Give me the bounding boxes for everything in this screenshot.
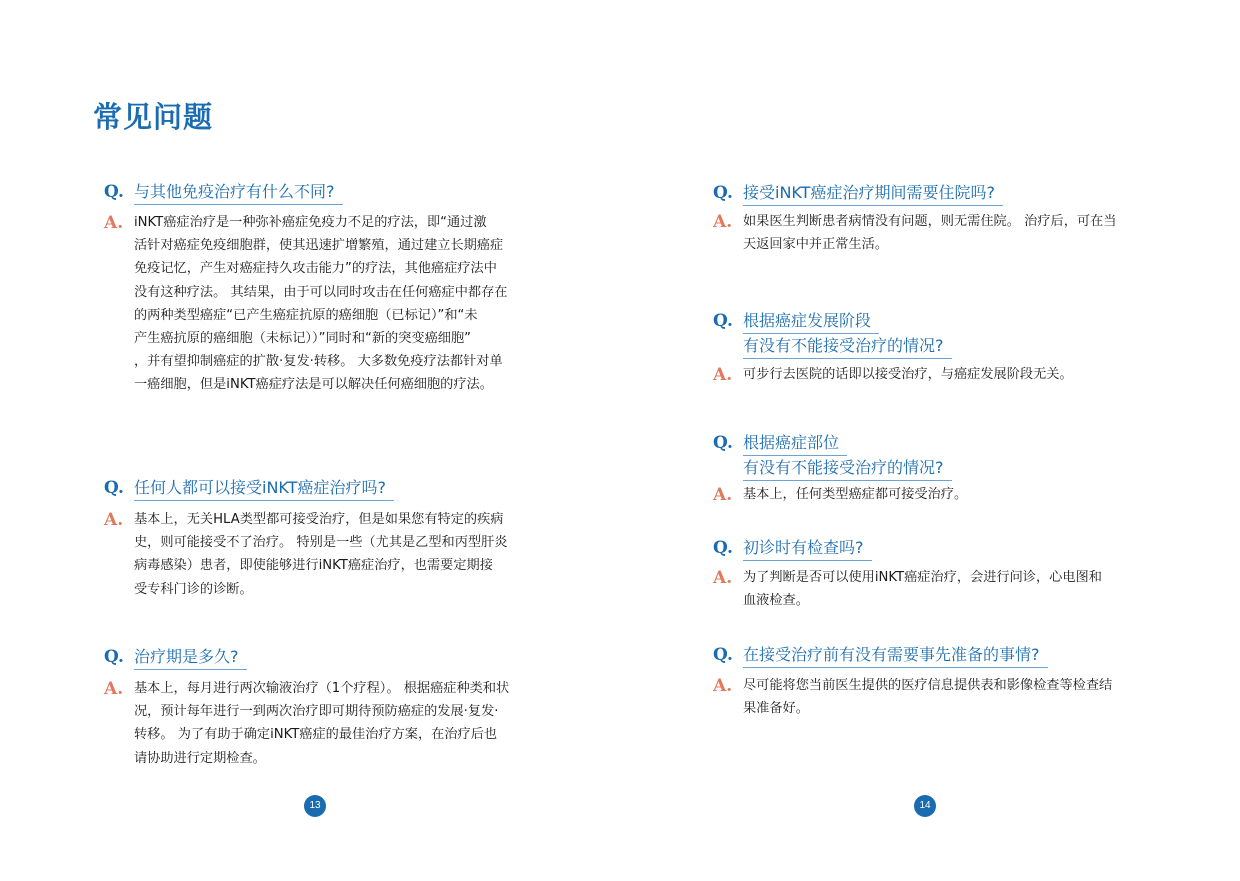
- faq-item-preparation: [713, 643, 1173, 720]
- question-line: 有没有不能接受治疗的情况?: [743, 458, 944, 477]
- question-text: [134, 645, 247, 670]
- answer-line: 为了判断是否可以使用iNKT癌症治疗，会进行问诊，心电图和: [743, 570, 1102, 585]
- question-line: 根据癌症部位: [743, 431, 847, 456]
- answer-line: 一癌细胞，但是iNKT癌症疗法是可以解决任何癌细胞的疗法。: [134, 377, 493, 393]
- answer-line: iNKT癌症治疗是一种弥补癌症免疫力不足的疗法，即“通过激: [134, 215, 487, 230]
- question: [104, 476, 554, 501]
- question-text: [743, 456, 952, 481]
- answer-text: [743, 483, 1173, 506]
- faq-item-cancer-site: [713, 431, 1173, 506]
- answer-line: 如果医生判断患者病情没有问题，则无需住院。 治疗后，可在当: [743, 214, 1117, 229]
- answer-text: [134, 677, 554, 770]
- faq-item-treatment-duration: [104, 645, 554, 770]
- question-text: [743, 181, 1003, 206]
- answer-mark: A.: [713, 365, 733, 385]
- answer-line: ，并有望抑制癌症的扩散·复发·转移。 大多数免疫疗法都针对单: [134, 354, 503, 370]
- answer: [713, 210, 1173, 256]
- answer-mark: A.: [713, 485, 733, 505]
- answer-line: 天返回家中并正常生活。: [743, 237, 889, 253]
- answer: [104, 211, 554, 397]
- question-line: 接受iNKT癌症治疗期间需要住院吗?: [743, 183, 995, 202]
- question: [713, 181, 1173, 206]
- question-line: 初诊时有检查吗?: [743, 538, 864, 557]
- answer-line: 况，预计每年进行一到两次治疗即可期待预防癌症的发展·复发·: [134, 704, 499, 720]
- question-mark: Q.: [713, 433, 733, 453]
- question: [104, 180, 554, 205]
- question-mark: Q.: [713, 183, 733, 203]
- answer: [713, 566, 1173, 612]
- question: [104, 645, 554, 670]
- answer-mark: A.: [713, 676, 733, 696]
- answer-line: 尽可能将您当前医生提供的医疗信息提供表和影像检查等检查结: [743, 678, 1113, 693]
- question: [713, 431, 1173, 481]
- answer: [713, 363, 1173, 386]
- answer-line: 基本上，任何类型癌症都可接受治疗。: [743, 487, 968, 502]
- question-mark: Q.: [104, 647, 124, 667]
- question-text: [743, 643, 1048, 668]
- answer-text: [134, 508, 554, 601]
- question-line: 有没有不能接受治疗的情况?: [743, 336, 944, 355]
- page-number-left: 13: [304, 795, 326, 817]
- question-text: [134, 180, 343, 205]
- answer-line: 没有这种疗法。 其结果，由于可以同时攻击在任何癌症中都存在: [134, 284, 508, 300]
- answer-line: 转移。 为了有助于确定iNKT癌症的最佳治疗方案，在治疗后也: [134, 727, 498, 743]
- answer-line: 受专科门诊的诊断。: [134, 581, 253, 597]
- question-mark: Q.: [104, 182, 124, 202]
- answer-line: 可步行去医院的话即以接受治疗，与癌症发展阶段无关。: [743, 367, 1073, 382]
- answer-mark: A.: [713, 212, 733, 232]
- answer-line: 的两种类型癌症“已产生癌症抗原的癌细胞（已标记）”和“未: [134, 307, 478, 323]
- question-mark: Q.: [713, 311, 733, 331]
- answer-text: [134, 211, 554, 397]
- question-mark: Q.: [104, 478, 124, 498]
- answer-line: 基本上，无关HLA类型都可接受治疗，但是如果您有特定的疾病: [134, 512, 504, 527]
- page-number-right: 14: [914, 795, 936, 817]
- answer: [104, 677, 554, 770]
- answer-line: 史，则可能接受不了治疗。 特别是一些（尤其是乙型和丙型肝炎: [134, 535, 508, 551]
- faq-item-hospitalization: [713, 181, 1173, 256]
- answer-line: 免疫记忆，产生对癌症持久攻击能力”的疗法，其他癌症疗法中: [134, 261, 497, 277]
- answer-line: 血液检查。: [743, 593, 809, 609]
- faq-item-treatment-difference: [104, 180, 554, 397]
- question-line: 治疗期是多久?: [134, 647, 239, 666]
- answer-mark: A.: [713, 568, 733, 588]
- question-line: 在接受治疗前有没有需要事先准备的事情?: [743, 645, 1040, 664]
- faq-item-eligibility: [104, 476, 554, 601]
- page-title: 常见问题: [93, 100, 214, 134]
- question-line: 根据癌症发展阶段: [743, 309, 879, 334]
- answer-mark: A.: [104, 510, 124, 530]
- question: [713, 536, 1173, 561]
- answer-text: [743, 210, 1173, 256]
- question-text: [743, 334, 952, 359]
- answer-text: [743, 674, 1173, 720]
- question-text: [134, 476, 394, 501]
- answer-mark: A.: [104, 679, 124, 699]
- answer-text: [743, 566, 1173, 612]
- answer: [713, 483, 1173, 506]
- question-text: [743, 536, 872, 561]
- faq-item-cancer-stage: [713, 309, 1173, 386]
- answer-line: 病毒感染）患者，即使能够进行iNKT癌症治疗，也需要定期接: [134, 558, 493, 574]
- question-line: 任何人都可以接受iNKT癌症治疗吗?: [134, 478, 386, 497]
- question: [713, 309, 1173, 359]
- question: [713, 643, 1173, 668]
- answer-line: 请协助进行定期检查。: [134, 750, 266, 766]
- question-mark: Q.: [713, 645, 733, 665]
- faq-item-initial-exam: [713, 536, 1173, 612]
- question-line: 与其他免疫治疗有什么不同?: [134, 182, 335, 201]
- answer-line: 产生癌抗原的癌细胞（未标记））”同时和“新的突变癌细胞”: [134, 331, 471, 347]
- answer-line: 活针对癌症免疫细胞群，使其迅速扩增繁殖，通过建立长期癌症: [134, 238, 504, 254]
- answer: [713, 674, 1173, 720]
- answer: [104, 508, 554, 601]
- answer-line: 果准备好。: [743, 701, 809, 717]
- answer-mark: A.: [104, 213, 124, 233]
- answer-line: 基本上，每月进行两次输液治疗（1个疗程）。 根据癌症种类和状: [134, 681, 510, 696]
- question-mark: Q.: [713, 538, 733, 558]
- answer-text: [743, 363, 1173, 386]
